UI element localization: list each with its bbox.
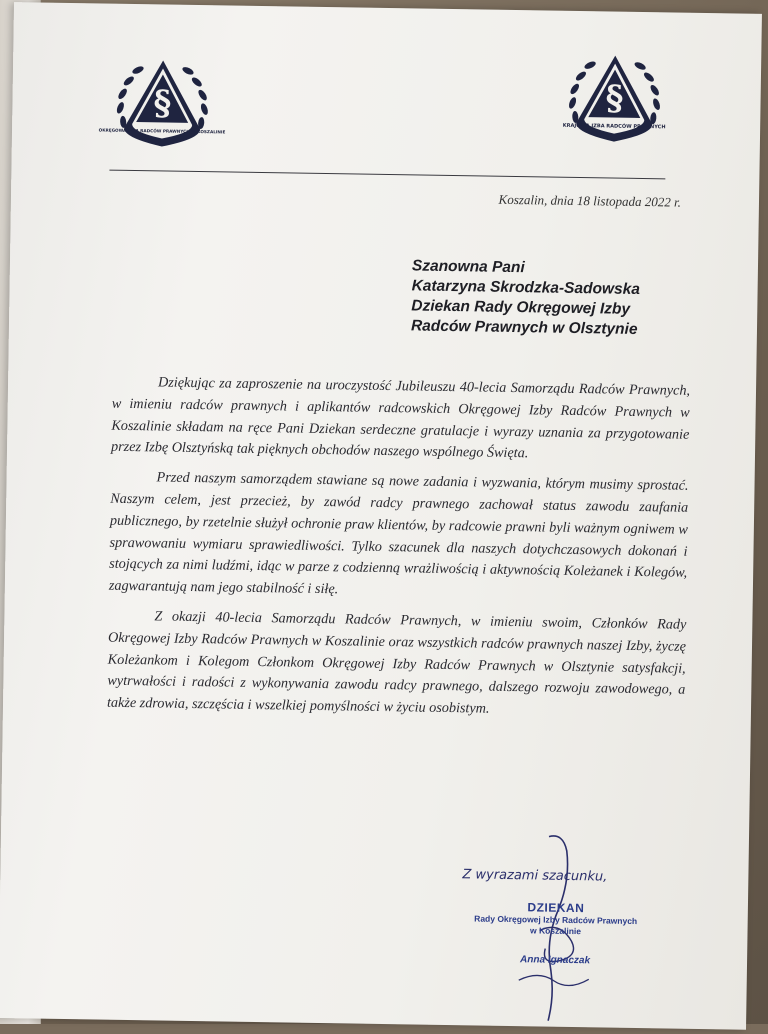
paragraph-emblem-right bbox=[560, 41, 670, 155]
body-paragraph-1: Dziękując za zaproszenie na uroczystość Jubileuszu 40-lecia Samorządu Radców Prawnych, w imieniu radców prawnych i aplikantów radcowskich Okręgowej Izby Radców Prawnych w Koszalinie składam na ręce Pani Dziekan serdeczne gratulacje i wyrazy uznania za przygotowanie przez Izbę Olsztyńską tak pięknych obchodów naszego wspólnego Święta. bbox=[110, 374, 691, 462]
paragraph-emblem-left bbox=[98, 46, 226, 160]
emblem-left-caption: OKRĘGOWA IZBA RADCÓW PRAWNYCH W KOSZALINIE bbox=[98, 127, 226, 135]
stamp-signatory-name: Anna Ignaczak bbox=[519, 954, 591, 967]
addressee-salutation: Szanowna Pani bbox=[411, 257, 525, 277]
laurel-wreath-emblem-icon bbox=[560, 41, 670, 155]
addressee-institution: Radców Prawnych w Olsztynie bbox=[410, 317, 638, 338]
header-divider bbox=[109, 170, 665, 180]
body-paragraph-3: Z okazji 40-lecia Samorządu Radców Prawnych, w imieniu swoim, Członków Rady Okręgowej Izby Radców Prawnych w Koszalinie oraz wszystkich radców prawnych naszej Izby, życzę Koleżankom i Kolegom Członkom Okręgowej Izby Radców Prawnych w Olsztynie satysfakcji, wytrwałości i radości z wykonywania zawodu radcy prawnego, dalszego rozwoju zawodowego, a także zdrowia, szczęścia i wszelkiej pomyślności w życiu osobistym. bbox=[106, 608, 687, 717]
dean-stamp bbox=[455, 899, 656, 967]
laurel-wreath-emblem-icon bbox=[98, 46, 226, 160]
stamp-title: DZIEKAN bbox=[527, 900, 585, 916]
addressee-name: Katarzyna Skrodzka-Sadowska bbox=[411, 277, 641, 298]
emblem-right-caption: KRAJOWA IZBA RADCÓW PRAWNYCH bbox=[562, 122, 666, 131]
date-line: Koszalin, dnia 18 listopada 2022 r. bbox=[498, 191, 682, 210]
letter-page bbox=[0, 2, 762, 1030]
letter-body bbox=[107, 372, 690, 732]
addressee-block bbox=[411, 256, 732, 341]
closing-phrase: Z wyrazami szacunku, bbox=[462, 867, 608, 885]
paragraph-symbol: § bbox=[153, 83, 172, 124]
stamp-line-1: Rady Okręgowej Izby Radców Prawnych bbox=[474, 913, 638, 927]
stamp-line-2: w Koszalinie bbox=[529, 925, 582, 937]
addressee-title: Dziekan Rady Okręgowej Izby bbox=[411, 297, 631, 318]
paragraph-symbol: § bbox=[605, 78, 624, 119]
body-paragraph-2: Przed naszym samorządem stawiane są nowe zadania i wyzwania, którym musimy sprostać. Naszym celem, jest przecież, by zawód radcy prawnego zachował status zawodu zaufania publicznego, by rzetelnie służył ochronie praw klientów, by radcowie prawni byli ważnym ogniwem w sprawowaniu wymiaru sprawiedliwości. Tylko szacunek dla naszych dotychczasowych dokonań i stojących za nimi ludźmi, idąc w parze z codzienną wrażliwością i aktywnością Koleżanek i Kolegów, zagwarantują nam jego stabilność i siłę. bbox=[108, 469, 689, 598]
